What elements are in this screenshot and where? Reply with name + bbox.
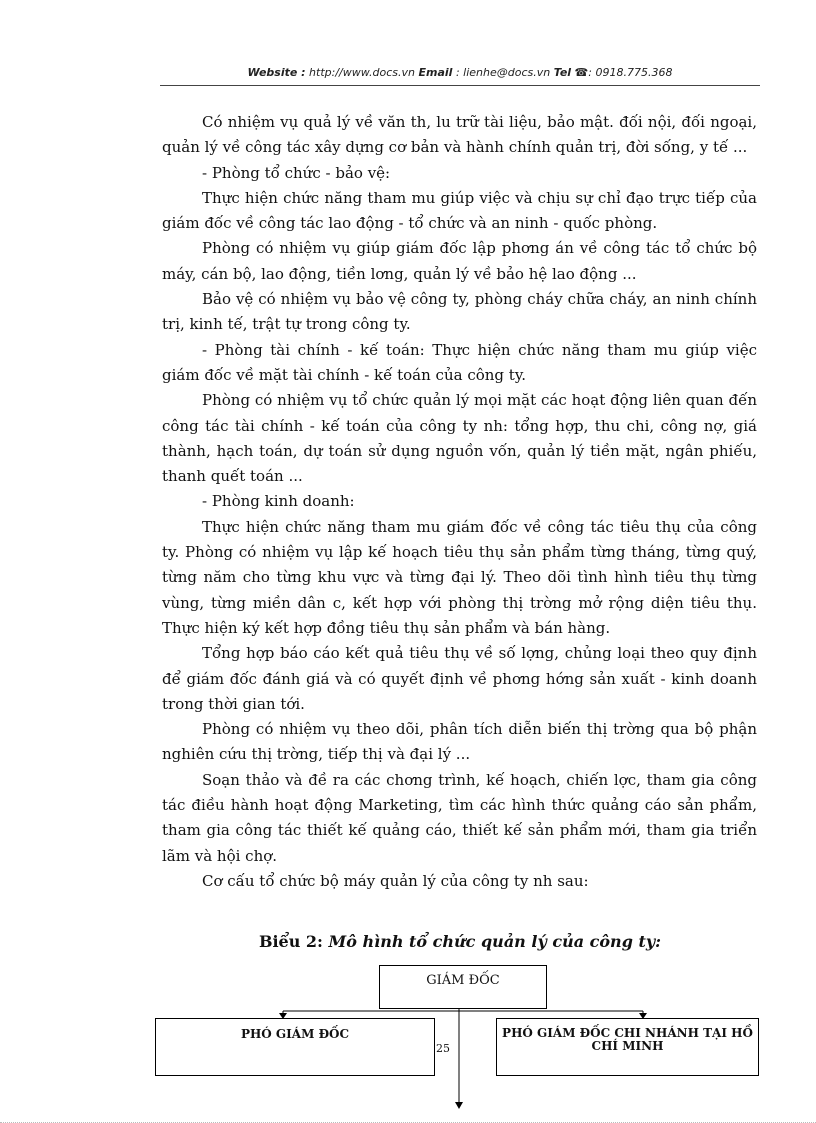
paragraph: Thực hiện chức năng tham mu giám đốc về công tác tiêu thụ của công ty. Phòng có nhiệm vụ lập kế hoạch tiêu thụ sản phẩm từng tháng, từng quý, từng năm cho từng khu vực và từng đại lý. Theo dõi tình hình tiêu thụ từng vùng, từng miền dân c, kết hợp với phòng thị trờng mở rộng diện tiêu thụ. Thực hiện ký kết hợp đồng tiêu thụ sản phẩm và bán hàng. [162, 517, 757, 637]
paragraph: Tổng hợp báo cáo kết quả tiêu thụ về số lợng, chủng loại theo quy định để giám đốc đánh giá và có quyết định về phơng hớng sản xuất - kinh doanh trong thời gian tới. [162, 644, 757, 713]
paragraph: Cơ cấu tổ chức bộ máy quản lý của công ty nh sau: [202, 871, 589, 890]
paragraph: Thực hiện chức năng tham mu giúp việc và chịu sự chỉ đạo trực tiếp của giám đốc về công tác lao động - tổ chức và an ninh - quốc phòng. [162, 188, 757, 233]
website-url[interactable]: http://www.docs.vn [305, 66, 416, 79]
paragraph: - Phòng tổ chức - bảo vệ: [202, 163, 391, 182]
tel-label: Tel [553, 66, 572, 79]
paragraph: Phòng có nhiệm vụ tổ chức quản lý mọi mặt các hoạt động liên quan đến công tác tài chính - kế toán của công ty nh: tổng hợp, thu chi, công nợ, giá thành, hạch toán, dự toán sử dụng nguồn vốn, quản lý tiền mặt, ngân phiếu, thanh quết toán ... [162, 391, 757, 486]
email-value[interactable]: : lienhe@docs.vn [452, 66, 551, 79]
caption-text: Mô hình tổ chức quản lý của công ty: [322, 932, 662, 951]
paragraph: Bảo vệ có nhiệm vụ bảo vệ công ty, phòng cháy chữa cháy, an ninh chính trị, kinh tế, trật tự trong công ty. [162, 290, 757, 334]
page-number: 25 [436, 1042, 450, 1055]
paragraph: - Phòng tài chính - kế toán: Thực hiện chức năng tham mu giúp việc giám đốc về mặt tài chính - kế toán của công ty. [162, 340, 757, 384]
org-box-branch-deputy-director: PHÓ GIÁM ĐỐC CHI NHÁNH TẠI HỒ CHÍ MINH [496, 1018, 759, 1076]
org-box-director: GIÁM ĐỐC [379, 965, 547, 1009]
tel-value: ☎: 0918.775.368 [571, 66, 673, 79]
paragraph: Có nhiệm vụ quả lý về văn th, lu trữ tài liệu, bảo mật. đối nội, đối ngoại, quản lý về công tác xây dựng cơ bản và hành chính quản trị, đời sống, y tế ... [162, 113, 757, 157]
paragraph: - Phòng kinh doanh: [202, 492, 355, 511]
org-box-deputy-director: PHÓ GIÁM ĐỐC [155, 1018, 435, 1076]
caption-label: Biểu 2: [258, 932, 323, 951]
paragraph: Soạn thảo và đề ra các chơng trình, kế hoạch, chiến lợc, tham gia công tác điều hành hoạt động Marketing, tìm các hình thức quảng cáo sản phẩm, tham gia công tác thiết kế quảng cáo, thiết kế sản phẩm mới, tham gia triển lãm và hội chợ. [162, 770, 757, 865]
paragraph: Phòng có nhiệm vụ giúp giám đốc lập phơng án về công tác tổ chức bộ máy, cán bộ, lao động, tiền lơng, quản lý về bảo hệ lao động ... [162, 239, 757, 283]
email-label: Email [418, 66, 453, 79]
paragraph: Phòng có nhiệm vụ theo dõi, phân tích diễn biến thị trờng qua bộ phận nghiên cứu thị trờng, tiếp thị và đại lý ... [162, 720, 757, 764]
website-label: Website : [247, 66, 306, 79]
